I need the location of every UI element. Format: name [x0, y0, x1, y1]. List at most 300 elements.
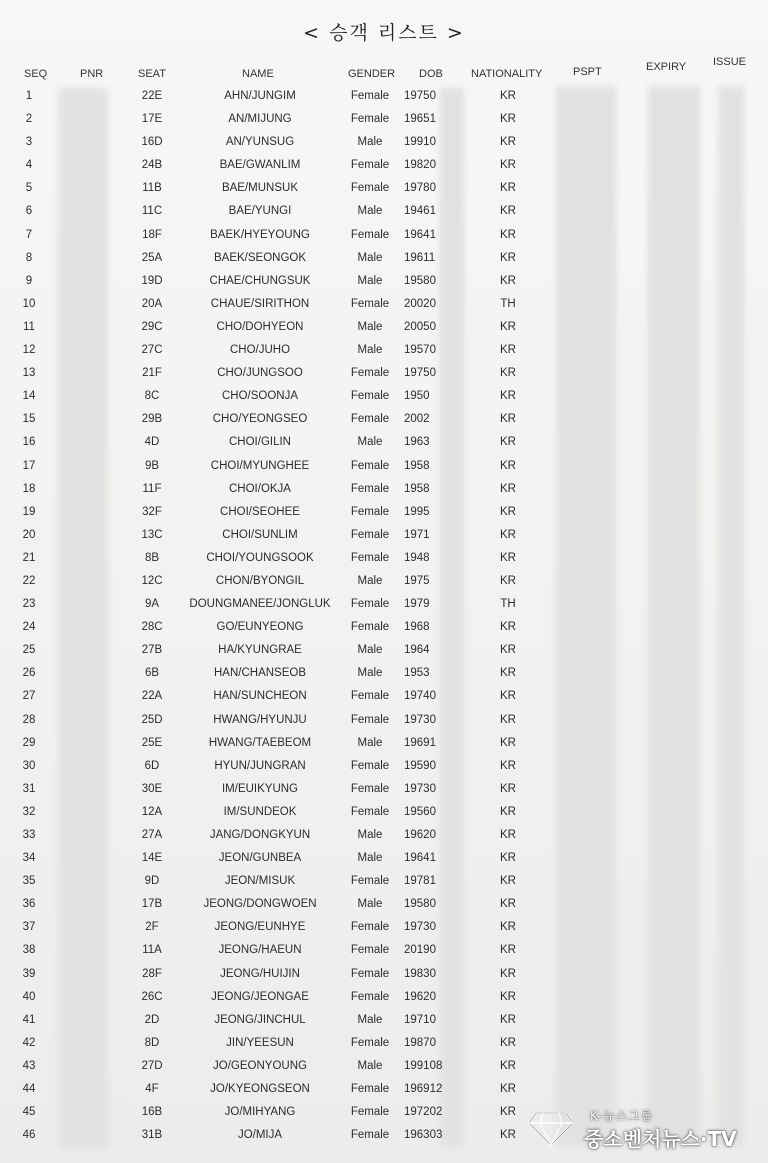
nationality-cell: KR [500, 1106, 516, 1119]
table-row [0, 340, 768, 363]
name-cell: AN/MIJUNG [228, 113, 292, 126]
gender-cell: Male [357, 852, 383, 865]
name-cell: DOUNGMANEE/JONGLUK [189, 598, 331, 611]
seat-cell: 16B [141, 1106, 163, 1119]
seq-cell: 30 [22, 759, 36, 772]
gender-cell: Female [350, 90, 390, 102]
nationality-cell: KR [500, 320, 516, 333]
nationality-cell: KR [500, 482, 516, 495]
seat-cell: 17E [141, 113, 163, 126]
nationality-cell: KR [500, 228, 516, 241]
seat-cell: 25A [141, 251, 163, 264]
dob-cell: 1963 [404, 436, 430, 449]
seat-cell: 11C [141, 205, 163, 218]
name-cell: JO/GEONYOUNG [213, 1059, 307, 1072]
name-cell: CHO/YEONGSEO [212, 413, 308, 426]
name-cell: CHOI/YOUNGSOOK [206, 551, 314, 564]
watermark-brand-name: 중소벤처뉴스·TV [584, 1127, 737, 1151]
dob-cell: 19691 [404, 736, 436, 749]
dob-cell: 19570 [404, 344, 436, 357]
nationality-cell: KR [500, 205, 516, 218]
seat-cell: 16D [141, 136, 163, 149]
gender-cell: Male [357, 251, 383, 264]
dob-cell: 19560 [404, 805, 436, 818]
gender-cell: Male [357, 898, 383, 911]
name-cell: JEONG/JEONGAE [211, 990, 309, 1003]
gender-cell: Female [350, 528, 390, 541]
gender-cell: Female [350, 1129, 390, 1142]
nationality-cell: KR [500, 574, 516, 587]
seat-cell: 27A [141, 829, 163, 841]
name-cell: JEON/MISUK [224, 875, 296, 888]
gender-cell: Male [357, 736, 383, 749]
nationality-cell: KR [500, 713, 516, 726]
nationality-cell: KR [500, 159, 516, 172]
nationality-cell: KR [500, 90, 516, 102]
seq-cell: 39 [22, 967, 36, 980]
nationality-cell: KR [500, 390, 516, 403]
name-cell: JEONG/DONGWOEN [203, 898, 317, 911]
table-row [0, 409, 768, 432]
table-row [0, 848, 768, 871]
name-cell: HYUN/JUNGRAN [214, 759, 306, 772]
table-row [0, 479, 768, 502]
gender-cell: Male [357, 436, 383, 449]
seat-cell: 4F [145, 1083, 159, 1096]
seq-cell: 18 [22, 482, 36, 495]
name-cell: JIN/YEESUN [226, 1036, 294, 1049]
dob-cell: 19580 [404, 898, 436, 911]
page-title: < 승객 리스트 > [303, 22, 465, 44]
dob-cell: 1948 [404, 551, 430, 564]
seat-cell: 11B [142, 182, 162, 195]
seat-cell: 27C [141, 344, 163, 357]
gender-cell: Female [350, 482, 390, 495]
name-cell: AN/YUNSUG [225, 136, 295, 149]
seat-cell: 25E [141, 736, 163, 749]
nationality-cell: KR [500, 436, 516, 449]
seat-cell: 9A [144, 598, 160, 611]
name-cell: HAN/CHANSEOB [213, 667, 307, 680]
nationality-cell: KR [500, 505, 516, 518]
header-nationality: NATIONALITY [471, 68, 543, 80]
gender-cell: Female [350, 875, 390, 888]
watermark-group-name: K-뉴스그룹 [590, 1109, 654, 1123]
seq-cell: 27 [22, 690, 36, 703]
table-row [0, 964, 768, 987]
name-cell: CHAE/CHUNGSUK [209, 274, 311, 287]
seat-cell: 8B [144, 551, 160, 564]
name-cell: CHAUE/SIRITHON [210, 297, 310, 310]
gender-cell: Male [357, 644, 383, 657]
gender-cell: Female [350, 413, 390, 426]
dob-cell: 19820 [404, 159, 436, 172]
table-row [0, 1033, 768, 1056]
nationality-cell: TH [500, 598, 516, 611]
table-row [0, 987, 768, 1010]
seq-cell: 3 [25, 136, 33, 149]
gender-cell: Male [357, 1013, 383, 1026]
table-row [0, 178, 768, 201]
seat-cell: 30E [141, 782, 163, 795]
dob-cell: 196912 [404, 1083, 443, 1096]
seq-cell: 2 [25, 113, 33, 126]
gender-cell: Female [350, 1083, 390, 1096]
nationality-cell: KR [500, 852, 516, 865]
name-cell: JO/MIJA [237, 1129, 283, 1142]
nationality-cell: KR [500, 829, 516, 841]
nationality-cell: KR [500, 921, 516, 934]
table-row [0, 917, 768, 940]
name-cell: IM/SUNDEOK [223, 805, 297, 818]
nationality-cell: KR [500, 274, 516, 287]
dob-cell: 19750 [404, 90, 436, 102]
table-row [0, 225, 768, 248]
gender-cell: Female [350, 759, 390, 772]
table-row [0, 109, 768, 132]
seat-cell: 27B [141, 644, 163, 657]
name-cell: JEONG/JINCHUL [214, 1013, 306, 1026]
seat-cell: 29C [141, 320, 163, 333]
gender-cell: Female [350, 367, 390, 380]
dob-cell: 19620 [404, 829, 436, 841]
name-cell: IM/EUIKYUNG [221, 782, 299, 795]
table-row [0, 432, 768, 455]
table-row [0, 132, 768, 155]
seq-cell: 19 [22, 505, 36, 518]
gender-cell: Female [350, 782, 390, 795]
seq-cell: 44 [22, 1083, 36, 1096]
gender-cell: Male [357, 829, 383, 841]
nationality-cell: KR [500, 690, 516, 703]
seq-cell: 21 [22, 551, 36, 564]
header-pspt: PSPT [573, 66, 602, 78]
seat-cell: 25D [141, 713, 163, 726]
dob-cell: 19611 [404, 251, 436, 264]
seq-cell: 34 [22, 852, 36, 865]
seq-cell: 42 [22, 1036, 36, 1049]
header-seat: SEAT [138, 68, 166, 80]
seq-cell: 36 [22, 898, 36, 911]
dob-cell: 19730 [404, 782, 436, 795]
dob-cell: 1964 [404, 644, 430, 657]
seq-cell: 15 [22, 413, 36, 426]
table-row [0, 756, 768, 779]
nationality-cell: KR [500, 413, 516, 426]
dob-cell: 199108 [404, 1059, 443, 1072]
nationality-cell: KR [500, 782, 516, 795]
gender-cell: Female [350, 505, 390, 518]
table-row [0, 825, 768, 848]
name-cell: HA/KYUNGRAE [218, 644, 302, 657]
seat-cell: 6B [144, 667, 160, 680]
name-cell: CHO/DOHYEON [216, 320, 304, 333]
header-pnr: PNR [80, 68, 104, 80]
seq-cell: 28 [22, 713, 36, 726]
seat-cell: 12C [141, 574, 163, 587]
nationality-cell: KR [500, 736, 516, 749]
seat-cell: 14E [141, 852, 163, 865]
seq-cell: 17 [22, 459, 36, 472]
table-row [0, 871, 768, 894]
nationality-cell: KR [500, 1036, 516, 1049]
name-cell: JEONG/HUIJIN [220, 967, 300, 980]
dob-cell: 196303 [404, 1129, 443, 1142]
dob-cell: 1958 [404, 482, 430, 495]
table-row [0, 571, 768, 594]
dob-cell: 19620 [404, 990, 436, 1003]
seat-cell: 21F [142, 367, 162, 380]
seq-cell: 40 [22, 990, 36, 1003]
gender-cell: Female [350, 967, 390, 980]
watermark [528, 1107, 760, 1151]
nationality-cell: KR [500, 644, 516, 657]
nationality-cell: KR [500, 551, 516, 564]
seat-cell: 11A [142, 944, 162, 957]
table-row [0, 363, 768, 386]
name-cell: JEONG/HAEUN [218, 944, 302, 957]
gender-cell: Female [350, 921, 390, 934]
table-row [0, 617, 768, 640]
dob-cell: 19740 [404, 690, 436, 703]
name-cell: BAE/YUNGI [228, 205, 292, 218]
table-row [0, 733, 768, 756]
seat-cell: 18F [142, 228, 162, 241]
dob-cell: 1958 [404, 459, 430, 472]
gender-cell: Female [350, 713, 390, 726]
seq-cell: 20 [22, 528, 36, 541]
nationality-cell: KR [500, 1129, 516, 1142]
table-row [0, 317, 768, 340]
seat-cell: 24B [141, 159, 163, 172]
seq-cell: 25 [22, 644, 36, 657]
seq-cell: 29 [22, 736, 36, 749]
name-cell: BAEK/SEONGOK [213, 251, 307, 264]
dob-cell: 19830 [404, 967, 436, 980]
table-row [0, 86, 768, 109]
table-row [0, 548, 768, 571]
nationality-cell: KR [500, 367, 516, 380]
seq-cell: 22 [22, 574, 36, 587]
seat-cell: 27D [141, 1059, 163, 1072]
seq-cell: 10 [22, 297, 36, 310]
table-row [0, 663, 768, 686]
gender-cell: Female [350, 805, 390, 818]
dob-cell: 19710 [404, 1013, 436, 1026]
seq-cell: 13 [22, 367, 36, 380]
diamond-logo-icon [528, 1109, 574, 1147]
seat-cell: 2F [145, 921, 159, 934]
name-cell: HWANG/TAEBEOM [208, 736, 312, 749]
name-cell: CHOI/SUNLIM [222, 528, 298, 541]
gender-cell: Male [357, 667, 383, 680]
dob-cell: 20050 [404, 320, 436, 333]
seq-cell: 4 [25, 159, 33, 172]
seat-cell: 12A [141, 805, 163, 818]
gender-cell: Female [350, 598, 390, 611]
gender-cell: Female [350, 551, 390, 564]
seat-cell: 22E [141, 90, 163, 102]
gender-cell: Female [350, 990, 390, 1003]
gender-cell: Male [357, 320, 383, 333]
dob-cell: 1971 [404, 528, 430, 541]
table-row [0, 201, 768, 224]
seat-cell: 29B [141, 413, 163, 426]
name-cell: GO/EUNYEONG [216, 621, 304, 634]
nationality-cell: KR [500, 182, 516, 195]
table-row [0, 640, 768, 663]
seat-cell: 6D [144, 759, 160, 772]
table-row [0, 1056, 768, 1079]
name-cell: BAE/GWANLIM [219, 159, 301, 172]
gender-cell: Female [350, 297, 390, 310]
name-cell: AHN/JUNGIM [224, 90, 296, 102]
dob-cell: 1979 [404, 598, 430, 611]
table-row [0, 1010, 768, 1033]
nationality-cell: KR [500, 967, 516, 980]
dob-cell: 19730 [404, 713, 436, 726]
name-cell: HWANG/HYUNJU [213, 713, 307, 726]
header-seq: SEQ [24, 68, 48, 80]
name-cell: JEON/GUNBEA [218, 852, 302, 865]
nationality-cell: KR [500, 667, 516, 680]
name-cell: CHOI/MYUNGHEE [210, 459, 310, 472]
seat-cell: 28C [141, 621, 163, 634]
seq-cell: 31 [22, 782, 36, 795]
name-cell: CHOI/OKJA [229, 482, 291, 495]
seat-cell: 11F [142, 482, 162, 495]
dob-cell: 19910 [404, 136, 436, 149]
gender-cell: Female [350, 690, 390, 703]
name-cell: HAN/SUNCHEON [213, 690, 307, 703]
seat-cell: 9D [144, 875, 160, 888]
table-row [0, 594, 768, 617]
dob-cell: 20020 [404, 297, 436, 310]
nationality-cell: KR [500, 459, 516, 472]
gender-cell: Female [350, 182, 390, 195]
table-row [0, 710, 768, 733]
seat-cell: 8D [144, 1036, 160, 1049]
dob-cell: 1975 [404, 574, 430, 587]
seq-cell: 1 [25, 90, 33, 102]
seq-cell: 12 [22, 344, 36, 357]
nationality-cell: KR [500, 344, 516, 357]
dob-cell: 19590 [404, 759, 436, 772]
seq-cell: 16 [22, 436, 36, 449]
dob-cell: 19730 [404, 921, 436, 934]
gender-cell: Male [357, 574, 383, 587]
seq-cell: 14 [22, 390, 36, 403]
header-dob: DOB [419, 68, 443, 80]
table-row [0, 294, 768, 317]
table-row [0, 940, 768, 963]
table-row [0, 502, 768, 525]
gender-cell: Female [350, 459, 390, 472]
gender-cell: Female [350, 390, 390, 403]
gender-cell: Female [350, 621, 390, 634]
seat-cell: 20A [141, 297, 163, 310]
dob-cell: 1995 [404, 505, 430, 518]
seq-cell: 23 [22, 598, 36, 611]
seq-cell: 41 [22, 1013, 36, 1026]
dob-cell: 20190 [404, 944, 436, 957]
name-cell: CHOI/GILIN [229, 436, 291, 449]
nationality-cell: KR [500, 1059, 516, 1072]
seq-cell: 5 [25, 182, 33, 195]
name-cell: JO/MIHYANG [224, 1106, 296, 1119]
dob-cell: 19651 [404, 113, 436, 126]
name-cell: CHO/SOONJA [221, 390, 299, 403]
nationality-cell: KR [500, 805, 516, 818]
name-cell: JO/KYEONGSEON [210, 1083, 310, 1096]
seat-cell: 9B [144, 459, 160, 472]
seq-cell: 6 [25, 205, 33, 218]
table-row [0, 271, 768, 294]
seq-cell: 37 [22, 921, 36, 934]
seq-cell: 8 [25, 251, 33, 264]
dob-cell: 2002 [404, 413, 430, 426]
seq-cell: 45 [22, 1106, 36, 1119]
table-row [0, 386, 768, 409]
nationality-cell: KR [500, 528, 516, 541]
nationality-cell: KR [500, 759, 516, 772]
dob-cell: 19750 [404, 367, 436, 380]
nationality-cell: KR [500, 251, 516, 264]
nationality-cell: KR [500, 875, 516, 888]
dob-cell: 197202 [404, 1106, 443, 1119]
table-row [0, 248, 768, 271]
seat-cell: 32F [142, 505, 162, 518]
table-row [0, 894, 768, 917]
seat-cell: 19D [141, 274, 163, 287]
seat-cell: 13C [141, 528, 163, 541]
table-row [0, 525, 768, 548]
seq-cell: 35 [22, 875, 36, 888]
seat-cell: 2D [144, 1013, 160, 1026]
header-gender: GENDER [348, 68, 396, 80]
dob-cell: 19641 [404, 852, 436, 865]
nationality-cell: KR [500, 990, 516, 1003]
gender-cell: Male [357, 205, 383, 218]
name-cell: JEONG/EUNHYE [214, 921, 306, 934]
seq-cell: 38 [22, 944, 36, 957]
seq-cell: 33 [22, 829, 36, 841]
dob-cell: 1953 [404, 667, 430, 680]
dob-cell: 19781 [404, 875, 436, 888]
seq-cell: 7 [25, 228, 33, 241]
seq-cell: 9 [25, 274, 33, 287]
gender-cell: Female [350, 228, 390, 241]
name-cell: JANG/DONGKYUN [209, 829, 311, 841]
seat-cell: 8C [144, 390, 160, 403]
name-cell: CHO/JUHO [229, 344, 291, 357]
gender-cell: Male [357, 344, 383, 357]
seq-cell: 43 [22, 1059, 36, 1072]
nationality-cell: KR [500, 136, 516, 149]
seat-cell: 31B [141, 1129, 163, 1142]
header-name: NAME [242, 68, 274, 80]
nationality-cell: KR [500, 944, 516, 957]
table-row [0, 802, 768, 825]
name-cell: CHO/JUNGSOO [217, 367, 303, 380]
seq-cell: 26 [22, 667, 36, 680]
table-header [0, 56, 768, 86]
header-issue: ISSUE [713, 56, 747, 68]
gender-cell: Female [350, 1036, 390, 1049]
name-cell: BAEK/HYEYOUNG [210, 228, 310, 241]
passenger-table [0, 86, 768, 1148]
dob-cell: 19580 [404, 274, 436, 287]
